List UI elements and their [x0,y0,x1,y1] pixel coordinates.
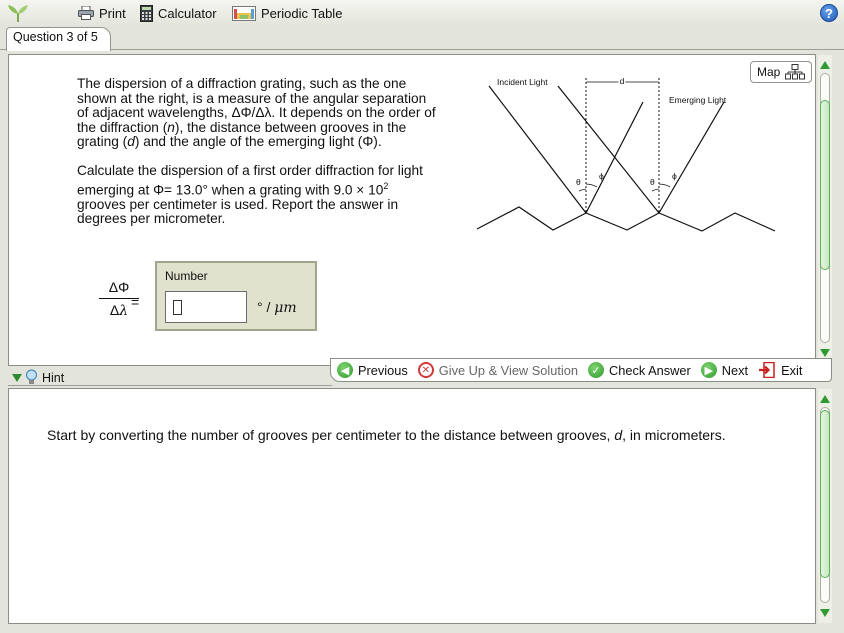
fraction-numerator: ΔΦ [99,279,139,299]
print-button[interactable] [78,3,126,23]
print-label: Print [99,5,126,21]
scroll-track[interactable] [820,73,830,343]
scroll-up-arrow-icon[interactable] [820,61,830,69]
number-label: Number [165,269,208,283]
lightbulb-icon [25,369,38,385]
diffraction-grating-diagram [475,71,781,239]
hint-panel [8,388,816,624]
scroll-thumb[interactable] [820,100,830,270]
theta-label-2: θ [650,177,655,187]
d-label: d [619,76,625,86]
question-paragraph-2: Calculate the dispersion of a first order diffraction for light emerging at Φ= 13.0° when a grating with $9.0 \times 10^2$ grooves per centimeter is used. Report the answer in degrees per micrometer. [77,162,423,227]
phi-label-1: ϕ [599,171,604,181]
calculator-label: Calculator [158,5,217,21]
exit-door-icon [758,362,776,378]
next-button[interactable]: ▶ Next [701,362,748,378]
map-tree-icon [785,64,805,80]
grating-surface [477,207,775,231]
scroll-up-arrow-icon[interactable] [820,395,830,403]
fraction-denominator: Δλ [109,302,129,319]
text-cursor [173,300,182,315]
hint-toggle[interactable] [8,368,332,386]
scroll-thumb[interactable] [820,410,830,578]
incident-ray-1 [489,86,586,213]
question-scrollbar[interactable] [818,55,832,365]
help-icon[interactable]: ? [820,4,838,22]
action-button-bar [330,358,832,382]
scroll-down-arrow-icon[interactable] [820,609,830,617]
phi-label-2: ϕ [672,171,677,181]
periodic-table-label: Periodic Table [261,5,343,21]
hint-label[interactable]: Hint [42,371,65,385]
tab-question[interactable]: Question 3 of 5 [6,27,111,51]
cancel-icon: ✕ [418,362,434,378]
expand-arrow-icon[interactable] [12,374,22,382]
hint-text: Start by converting the number of grooves per centimeter to the distance between grooves, d, in micrometers. [47,427,726,443]
exit-button[interactable]: Exit [758,362,802,378]
arrow-right-icon: ▶ [701,362,717,378]
calculator-button[interactable] [140,3,217,23]
unit-label: ° / μm [257,299,297,316]
periodic-table-button[interactable] [232,3,342,23]
arrow-left-icon: ◀ [337,362,353,378]
previous-button[interactable]: ◀ Previous [337,362,408,378]
theta-label-1: θ [576,177,581,187]
number-input[interactable] [165,291,247,323]
hint-scrollbar[interactable] [818,389,832,623]
give-up-button[interactable]: ✕ Give Up & View Solution [418,362,578,378]
periodic-table-icon [232,6,256,21]
emerging-ray-1 [586,102,643,213]
check-answer-button[interactable]: ✓ Check Answer [588,362,691,378]
question-text [77,77,439,241]
emerging-light-label: Emerging Light [669,95,727,105]
emerging-ray-2 [659,102,724,213]
checkmark-icon: ✓ [588,362,604,378]
question-panel [8,54,816,366]
equals-sign: = [131,294,140,310]
answer-box [155,261,317,331]
map-label: Map [757,65,781,79]
scroll-down-arrow-icon[interactable] [820,349,830,357]
toolbar [0,0,844,26]
incident-ray-2 [558,86,659,213]
tab-strip [0,26,844,50]
logo-icon [4,2,32,24]
calculator-icon [140,5,153,22]
question-paragraph-1: The dispersion of a diffraction grating, such as the one shown at the right, is a measure of the angular separation of adjacent wavelengths, ΔΦ/Δλ. It depends on the order of the diffraction (n), the distance between grooves in the grating (d) and the angle of the emerging light (Φ). [77,76,436,150]
incident-light-label: Incident Light [497,77,548,87]
scroll-track[interactable] [820,407,830,603]
printer-icon [78,6,94,20]
